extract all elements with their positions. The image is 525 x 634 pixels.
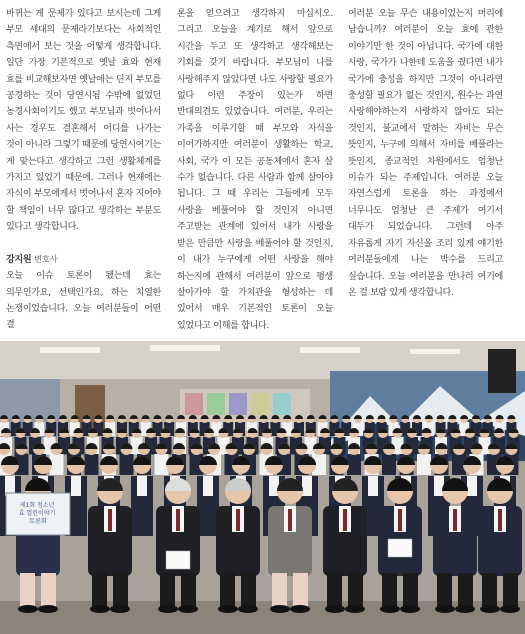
speaker-role: 변호사: [33, 254, 58, 265]
speaker-line: [6, 252, 161, 268]
student-figure: [347, 443, 361, 475]
speaker-box: [488, 349, 516, 393]
paragraph: 론을 얻으려고 생각하지 마십시오. 그리고 오늘을 계기로 해서 앞으로 시간을 두고 또 생각하고 생각해보는 기회를 갖기 바랍니다. 부모님이 나를 사랑해주지 않았다면 나도 사랑할 필요가 없다 이런 주장이 있는가 하면 반대의견도 있었습니다. 여러분, 우리는 가족을 이루기할 때 부모와 자식을 이어가하지만 여러분이 생활하는 학교, 사회, 국가 이 모든 공동체에서 혼자 살 수가 없습니다. 다른 사람과 함께 살아야 됩니다. 그 때 우리는 그들에게 모두 사랑을 베풀어야 할 것인지 아니면 주고받는 관계에 있어서 내가 사랑을 받은 만큼만 사랑을 베풀어야 할 것인지, 이 내가 누구에게 어떤 사랑을 해야 하는지에 관해서 여러분이 앞으로 평생 살아가야 할 가치관을 형성하는 데 있어서 매우 기본적인 토론이 오늘 있었다고 이해를 합니다.: [177, 9, 333, 331]
seated-person: [88, 478, 132, 613]
article-column-3: [348, 6, 503, 301]
student-figure: [452, 443, 466, 475]
paragraph: 여러분 오늘 무슨 내용이었는지 머리에 남습니까? 여러분이 오늘 효에 관한 이야기만 한 것이 아닙니다. 국가에 대한 사랑, 국가가 나한테 도움을 줬다면 내가 국가에 충성을 하지만 그것이 아니라면 충성할 필요가 없는 것인지, 원수는 과연 사랑해야하는지 사랑하지 않아도 되는 것인지, 불교에서 말하는 자비는 무슨 뜻인지, 누구에 의해서 자비를 베풀라는 뜻인지, 종교적인 차원에서도 엄청난 이슈가 되는 주제입니다. 여러분 오늘 자연스럽게 토론을 하는 과정에서 너무나도 엄청난 큰 주제가 여기서 대두가 되었습니다. 그런데 아주 자유롭게 자기 자신을 조리 있게 얘기한 여러분들에게 나는 박수를 드리고 싶습니다. 오늘 여러분을 만나러 여기에 온 걸 보람 있게 생각합니다.: [348, 9, 503, 298]
ceiling-light: [300, 347, 360, 353]
student-figure: [417, 443, 431, 475]
article-column-2: [177, 6, 333, 334]
ceiling-light: [150, 345, 220, 351]
student-figure: [197, 456, 219, 536]
article-column-1: [6, 6, 161, 334]
group-photo: [0, 341, 525, 634]
banner-text: 제1회 청소년 효 열린이야기 토론회: [18, 502, 56, 525]
speaker-name: 강지원: [6, 254, 32, 265]
ceiling-light: [410, 349, 460, 354]
student-figure: [382, 443, 396, 475]
seated-person: [156, 478, 200, 613]
ceiling-light: [40, 347, 100, 353]
paper-sheet: [166, 551, 190, 569]
student-figure: [85, 443, 99, 475]
paragraph: 바뀌는 게 문제가 있다고 보시는데 그게 부모 세대의 문제라기보다는 사회적인 측면에서 보는 것을 어떻게 생각합니다. 일단 가장 기본적으로 옛날 효와 현재 효를 비교해보자면 옛날에는 딘지 부모를 공경하는 것이 당연시됨 수밖에 없었던 농경사회이기도 했고 부모님과 벗어나서 사는 경우도 결혼해서 어디를 나가는 것이 아니라 그렇기 때문에 당연시여기는 게 맞는다고 생각하고 그런 생활체계를 가지고 있었기 때문에. 그러나 현재에는 자식이 부모에게서 벗어나서 혼자 지어야 할 책임이 너무 많다고 생각하는 부분도 있다고 생각합니다.: [6, 9, 161, 233]
seated-person: [216, 478, 260, 613]
student-figure: [50, 443, 64, 475]
student-figure: [120, 443, 134, 475]
banner: [6, 493, 70, 535]
group-photo-drawing: [0, 341, 525, 634]
student-figure: [155, 443, 169, 475]
student-figure: [131, 456, 153, 536]
paragraph: 오늘 이슈 토론이 됐는데 효는 의무인가요, 선택인가요, 하는 치열한 논쟁이었습니다. 오늘 여러분들이 어떤 결: [6, 271, 161, 331]
paper-sheet: [388, 539, 412, 557]
